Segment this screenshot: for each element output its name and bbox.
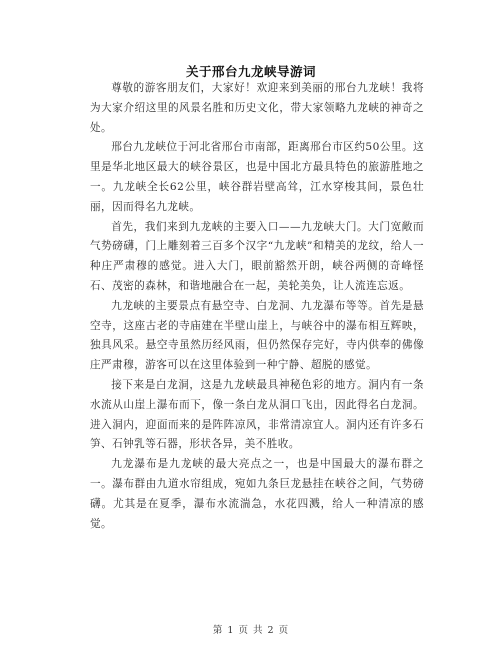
document-title: 关于邢台九龙峡导游词 [185, 64, 316, 79]
paragraph-2: 邢台九龙峡位于河北省邢台市南部，距离邢台市区约50公里。这里是华北地区最大的峡谷景区，也是中国北方最具特色的旅游胜地之一。九龙峡全长62公里，峡谷群岩壁高耸，江水穿梭其间，景色壮丽，因而得名九龙峡。 [90, 141, 424, 213]
paragraph-3: 首先，我们来到九龙峡的主要入口——九龙峡大门。大门宽敞而气势磅礴，门上雕刻着三百多个汉字“九龙峡”和精美的龙纹，给人一种庄严肃穆的感觉。进入大门，眼前豁然开朗，峡谷两侧的奇峰怪石、茂密的森林，和谐地融合在一起，美轮美奂，让人流连忘返。 [90, 220, 424, 292]
paragraph-5: 接下来是白龙洞，这是九龙峡最具神秘色彩的地方。洞内有一条水流从山崖上瀑布而下，像一条白龙从洞口飞出，因此得名白龙洞。进入洞内，迎面而来的是阵阵凉风，非常清凉宜人。洞内还有许多石笋、石钟乳等石器，形状各异，美不胜收。 [90, 378, 424, 451]
paragraph-1: 尊敬的游客朋友们，大家好！欢迎来到美丽的邢台九龙峡！我将为大家介绍这里的风景名胜和历史文化，带大家领略九龙峡的神奇之处。 [90, 82, 424, 134]
document-body [90, 79, 424, 534]
page-number-footer: 第 1 页 共 2 页 [212, 625, 290, 636]
paragraph-6: 九龙瀑布是九龙峡的最大亮点之一，也是中国最大的瀑布群之一。瀑布群由九道水帘组成，宛如九条巨龙悬挂在峡谷之间，气势磅礴。尤其是在夏季，瀑布水流湍急，水花四溅，给人一种清凉的感觉。 [90, 458, 424, 530]
paragraph-4: 九龙峡的主要景点有悬空寺、白龙洞、九龙瀑布等等。首先是悬空寺，这座古老的寺庙建在半壁山崖上，与峡谷中的瀑布相互辉映，独具风采。悬空寺虽然历经风雨，但仍然保存完好，寺内供奉的佛像庄严肃穆，游客可以在这里体验到一种宁静、超脱的感觉。 [90, 299, 424, 372]
